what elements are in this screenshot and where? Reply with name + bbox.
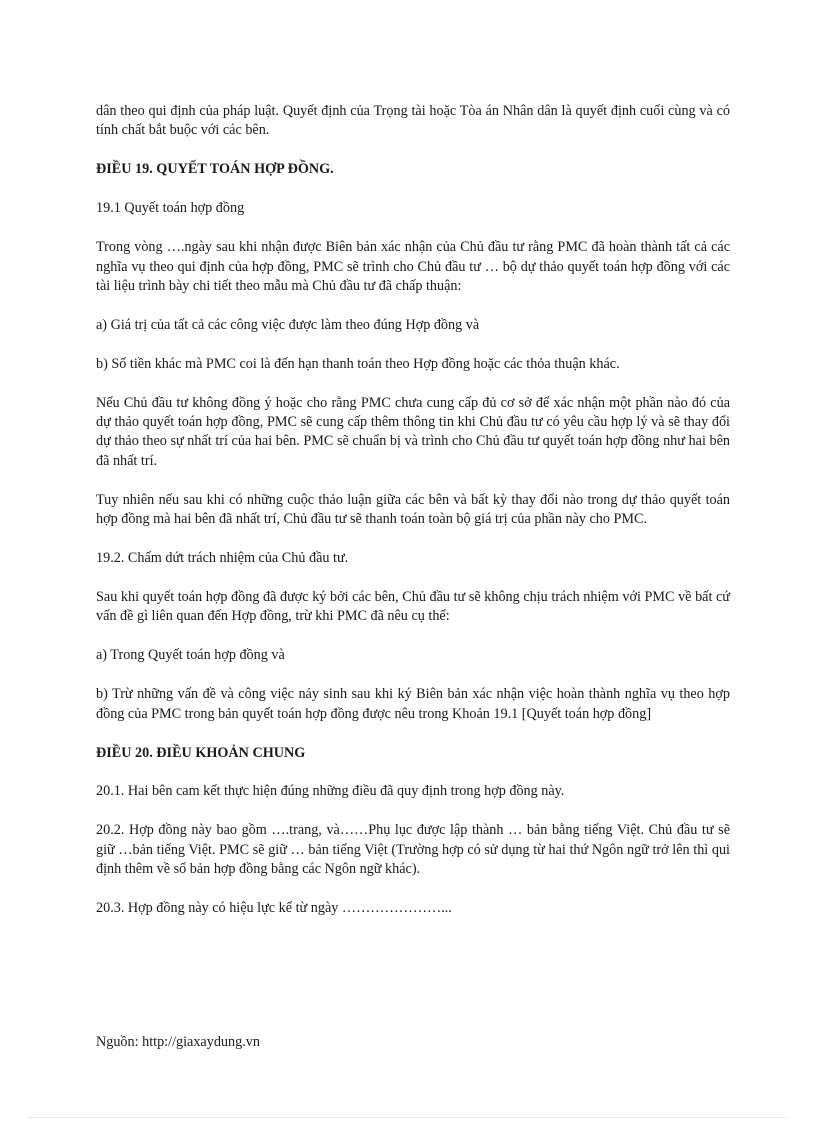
page-bottom-divider [28,1117,788,1118]
document-page [96,102,730,918]
article-19-heading: ĐIỀU 19. QUYẾT TOÁN HỢP ĐỒNG. [96,161,334,178]
clause-20-2: 20.2. Hợp đồng này bao gồm ….trang, và……Phụ lục được lập thành … bản bằng tiếng Việt. Chủ đầu tư sẽ giữ …bản tiếng Việt. PMC sẽ giữ … bản tiếng Việt (Trường hợp có sử dụng từ hai thứ Ngôn ngữ trở lên thì qui định thêm về số bản hợp đồng bằng các Ngôn ngữ khác). [96,822,730,878]
clause-19-2-item-b: b) Trừ những vấn đề và công việc nảy sinh sau khi ký Biên bản xác nhận việc hoàn thành nghĩa vụ theo hợp đồng của PMC trong bản quyết toán hợp đồng được nêu trong Khoản 19.1 [Quyết toán hợp đồng] [96,686,730,722]
paragraph-however: Tuy nhiên nếu sau khi có những cuộc thảo luận giữa các bên và bất kỳ thay đổi nào trong dự thảo quyết toán hợp đồng mà hai bên đã nhất trí, Chủ đầu tư sẽ thanh toán toàn bộ giá trị của phần này cho PMC. [96,491,730,528]
source-line: Nguồn: http://giaxaydung.vn [96,1034,260,1050]
clause-19-1-title: 19.1 Quyết toán hợp đồng [96,200,245,217]
clause-19-1-item-a: a) Giá trị của tất cả các công việc được làm theo đúng Hợp đồng và [96,316,480,333]
clause-20-3: 20.3. Hợp đồng này có hiệu lực kể từ ngày …………………... [96,900,452,917]
intro-paragraph: dân theo qui định của pháp luật. Quyết định của Trọng tài hoặc Tòa án Nhân dân là quyết định cuối cùng và có tính chất bắt buộc với các bên. [96,103,730,139]
clause-19-2-body: Sau khi quyết toán hợp đồng đã được ký bởi các bên, Chủ đầu tư sẽ không chịu trách nhiệm với PMC về bất cứ vấn đề gì liên quan đến Hợp đồng, trừ khi PMC đã nêu cụ thể: [96,589,730,625]
clause-19-2-item-a: a) Trong Quyết toán hợp đồng và [96,647,285,664]
clause-19-1-body: Trong vòng ….ngày sau khi nhận được Biên bản xác nhận của Chủ đầu tư rằng PMC đã hoàn thành tất cả các nghĩa vụ theo qui định của hợp đồng, PMC sẽ trình cho Chủ đầu tư … bộ dự thảo quyết toán hợp đồng với các tài liệu trình bày chi tiết theo mẫu mà Chủ đầu tư đã chấp thuận: [96,239,730,294]
clause-19-2-title: 19.2. Chấm dứt trách nhiệm của Chủ đầu tư. [96,550,349,567]
article-20-heading: ĐIỀU 20. ĐIỀU KHOẢN CHUNG [96,744,306,761]
clause-20-1: 20.1. Hai bên cam kết thực hiện đúng những điều đã quy định trong hợp đồng này. [96,783,565,800]
paragraph-disagree: Nếu Chủ đầu tư không đồng ý hoặc cho rằng PMC chưa cung cấp đủ cơ sở để xác nhận một phần nào đó của dự thảo quyết toán hợp đồng, PMC sẽ cung cấp thêm thông tin khi Chủ đầu tư có yêu cầu hợp lý và sẽ thay đổi dự thảo theo sự nhất trí của hai bên. PMC sẽ chuẩn bị và trình cho Chủ đầu tư quyết toán hợp đồng như hai bên đã nhất trí. [96,394,730,469]
clause-19-1-item-b: b) Số tiền khác mà PMC coi là đến hạn thanh toán theo Hợp đồng hoặc các thỏa thuận khác. [96,355,620,372]
